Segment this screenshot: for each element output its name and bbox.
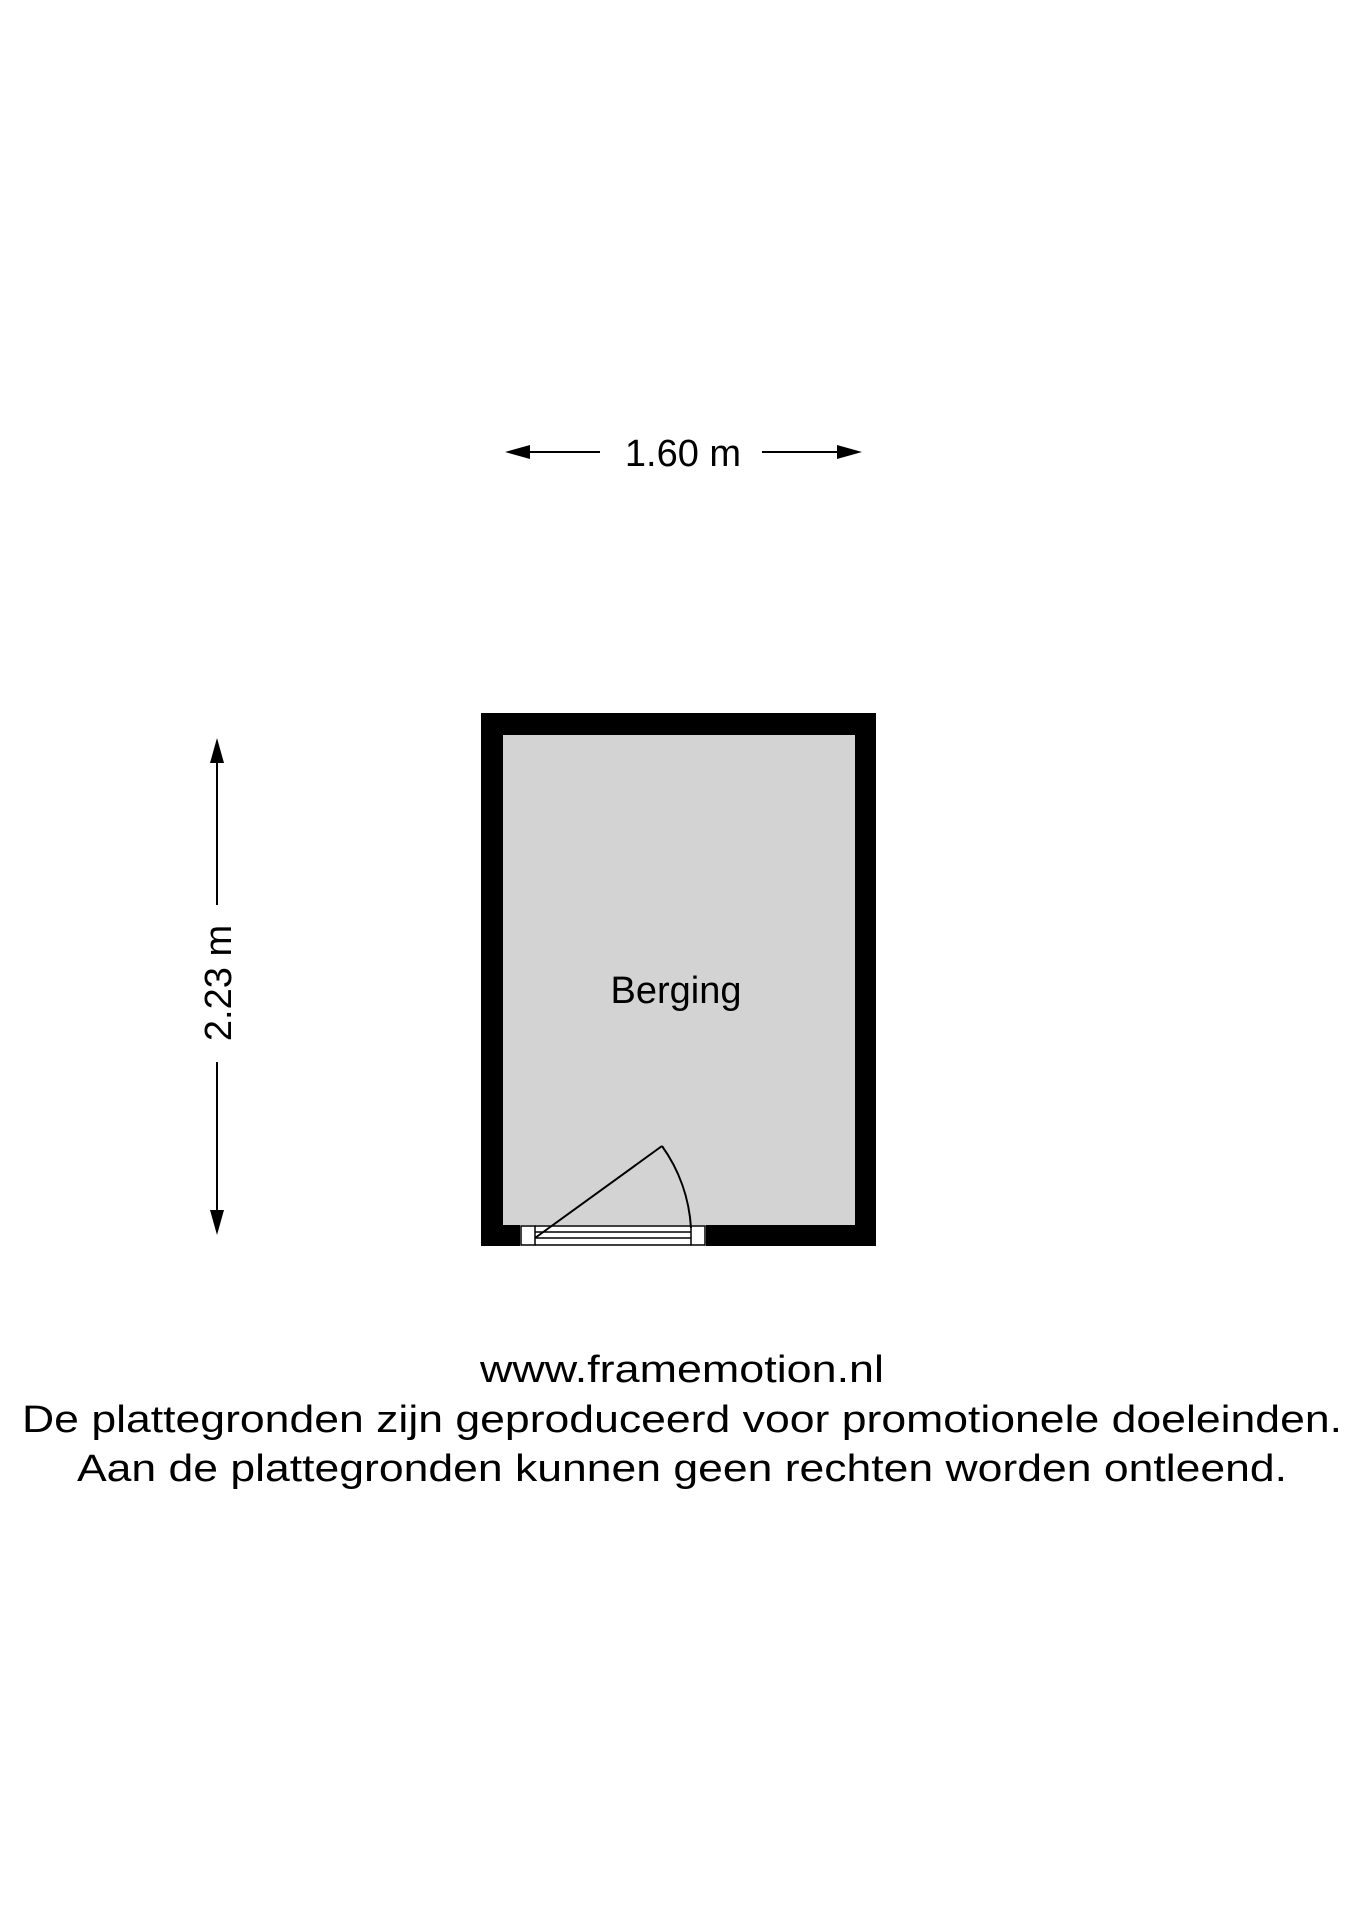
room-berging bbox=[481, 713, 876, 1246]
website-link[interactable]: www.framemotion.nl bbox=[478, 1349, 884, 1391]
door-jamb-right bbox=[691, 1226, 705, 1245]
door-jamb-left bbox=[521, 1226, 535, 1245]
footer bbox=[22, 1349, 1342, 1490]
room-label: Berging bbox=[610, 970, 742, 1012]
height-label: 2.23 m bbox=[198, 924, 240, 1042]
disclaimer-line-1: De plattegronden zijn geproduceerd voor promotionele doeleinden. bbox=[22, 1399, 1342, 1441]
arrow-right-icon bbox=[837, 445, 862, 459]
arrow-up-icon bbox=[210, 738, 224, 763]
width-dimension bbox=[505, 433, 862, 475]
disclaimer-line-2: Aan de plattegronden kunnen geen rechten worden ontleend. bbox=[77, 1448, 1287, 1490]
arrow-down-icon bbox=[210, 1210, 224, 1235]
height-dimension bbox=[198, 738, 240, 1235]
arrow-left-icon bbox=[505, 445, 530, 459]
width-label: 1.60 m bbox=[624, 433, 742, 475]
